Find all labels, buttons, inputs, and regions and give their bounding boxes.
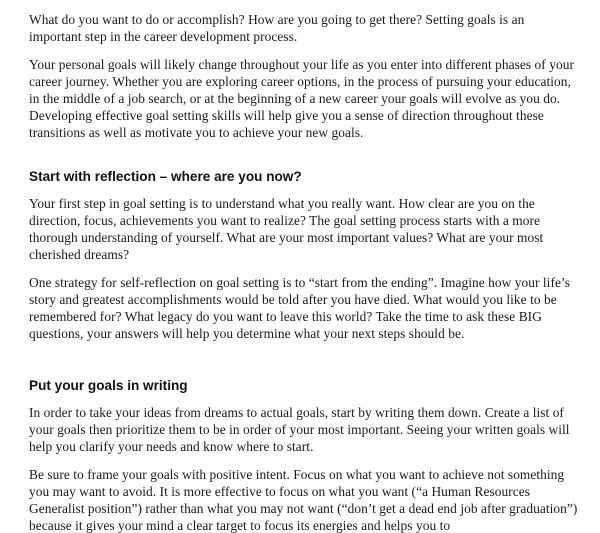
reflection-paragraph-1: Your first step in goal setting is to understand what you really want. How clear are you on the direction, focus, achievements you want to realize? The goal setting process starts with a more thorough understanding of yourself. What are your most important values? What are your most cherished dreams? [29,196,544,262]
intro-section [29,11,578,141]
section-heading-writing: Put your goals in writing [29,378,188,393]
section-spacer [29,152,578,168]
writing-paragraph-1: In order to take your ideas from dreams to actual goals, start by writing them down. Create a list of your goals then prioritize them to be in order of your most important. Seeing your written goals will help you clarify your needs and know where to start. [29,405,570,454]
reflection-section [29,168,578,342]
intro-paragraph-2: Your personal goals will likely change throughout your life as you enter into different phases of your career journey. Whether you are exploring career options, in the process of pursuing your education, in the middle of a job search, or at the beginning of a new career your goals will evolve as you do. Developing effective goal setting skills will help give you a sense of direction throughout these transitions as well as motivate you to achieve your new goals. [29,57,574,140]
section-heading-reflection: Start with reflection – where are you now? [29,169,302,184]
writing-paragraph-2: Be sure to frame your goals with positive intent. Focus on what you want to achieve not something you may want to avoid. It is more effective to focus on what you want (“a Human Resources Generalist position”) rather than what you may not want (“don’t get a dead end job after graduation”) because it gives your mind a clear target to focus its energies and helps you to [29,467,578,533]
writing-section [29,377,578,533]
reflection-paragraph-2: One strategy for self-reflection on goal setting is to “start from the ending”. Imagine how your life’s story and greatest accomplishments would be told after you have died. What would you like to be remembered for? What legacy do you want to leave this world? Take the time to ask these BIG questions, your answers will help you determine what your next steps should be. [29,275,570,341]
intro-paragraph-1: What do you want to do or accomplish? How are you going to get there? Setting goals is an important step in the career development process. [29,12,525,44]
section-spacer [29,353,578,377]
